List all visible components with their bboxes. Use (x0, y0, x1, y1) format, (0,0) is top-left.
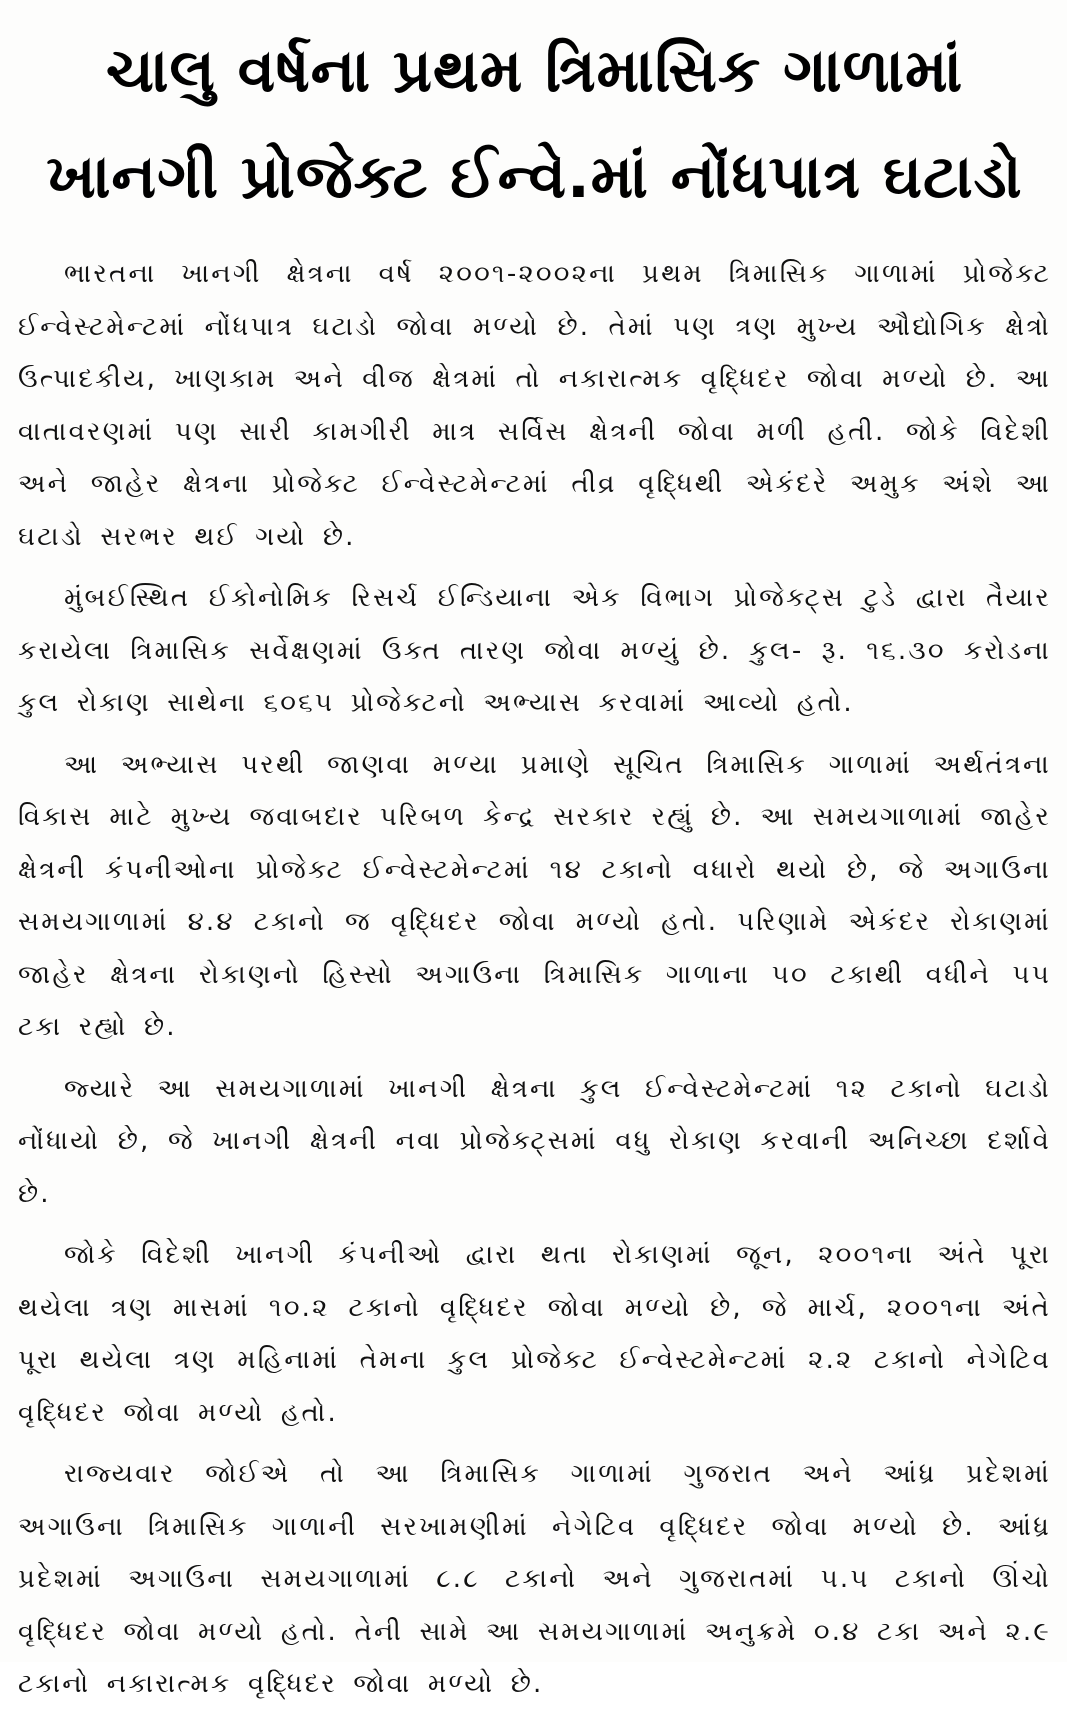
article-paragraph-2: મુંબઈસ્થિત ઈકોનોમિક રિસર્ચ ઈન્ડિયાના એક વિભાગ પ્રોજેક્ટ્સ ટુડે દ્વારા તૈયાર કરાયેલા ત્રિમાસિક સર્વેક્ષણમાં ઉક્ત તારણ જોવા મળ્યું છે. કુલ- રૂ. ૧૬.૩૦ કરોડના કુલ રોકાણ સાથેના ૬૦૬૫ પ્રોજેક્ટનો અભ્યાસ કરવામાં આવ્યો હતો. (18, 583, 1051, 718)
article-body (18, 248, 1051, 1711)
article-paragraph-1: ભારતના ખાનગી ક્ષેત્રના વર્ષ ૨૦૦૧-૨૦૦૨ના પ્રથમ ત્રિમાસિક ગાળામાં પ્રોજેક્ટ ઈન્વેસ્ટમેન્ટમાં નોંધપાત્ર ઘટાડો જોવા મળ્યો છે. તેમાં પણ ત્રણ મુખ્ય ઔદ્યોગિક ક્ષેત્રો ઉત્પાદકીય, ખાણકામ અને વીજ ક્ષેત્રમાં તો નકારાત્મક વૃદ્ધિદર જોવા મળ્યો છે. આ વાતાવરણમાં પણ સારી કામગીરી માત્ર સર્વિસ ક્ષેત્રની જોવા મળી હતી. જોકે વિદેશી અને જાહેર ક્ષેત્રના પ્રોજેક્ટ ઈન્વેસ્ટમેન્ટમાં તીવ્ર વૃદ્ધિથી એકંદરે અમુક અંશે આ ઘટાડો સરભર થઈ ગયો છે. (18, 259, 1051, 552)
headline-line-2: ખાનગી પ્રોજેક્ટ ઈન્વે.માં નોંધપાત્ર ઘટાડો (46, 142, 1023, 212)
article-paragraph-3: આ અભ્યાસ પરથી જાણવા મળ્યા પ્રમાણે સૂચિત ત્રિમાસિક ગાળામાં અર્થતંત્રના વિકાસ માટે મુખ્ય જવાબદાર પરિબળ કેન્દ્ર સરકાર રહ્યું છે. આ સમયગાળામાં જાહેર ક્ષેત્રની કંપનીઓના પ્રોજેક્ટ ઈન્વેસ્ટમેન્ટમાં ૧૪ ટકાનો વધારો થયો છે, જે અગાઉના સમયગાળામાં ૪.૪ ટકાનો જ વૃદ્ધિદર જોવા મળ્યો હતો. પરિણામે એકંદર રોકાણમાં જાહેર ક્ષેત્રના રોકાણનો હિસ્સો અગાઉના ત્રિમાસિક ગાળાના ૫૦ ટકાથી વધીને ૫૫ ટકા રહ્યો છે. (18, 749, 1051, 1042)
article-headline (18, 18, 1051, 230)
headline-line-1: ચાલુ વર્ષના પ્રથમ ત્રિમાસિક ગાળામાં (105, 36, 964, 106)
article-paragraph-4: જ્યારે આ સમયગાળામાં ખાનગી ક્ષેત્રના કુલ ઈન્વેસ્ટમેન્ટમાં ૧૨ ટકાનો ઘટાડો નોંધાયો છે, જે ખાનગી ક્ષેત્રની નવા પ્રોજેક્ટ્સમાં વધુ રોકાણ કરવાની અનિચ્છા દર્શાવે છે. (18, 1073, 1051, 1209)
article-paragraph-5: જોકે વિદેશી ખાનગી કંપનીઓ દ્વારા થતા રોકાણમાં જૂન, ૨૦૦૧ના અંતે પૂરા થયેલા ત્રણ માસમાં ૧૦.૨ ટકાનો વૃદ્ધિદર જોવા મળ્યો છે, જે માર્ચ, ૨૦૦૧ના અંતે પૂરા થયેલા ત્રણ મહિનામાં તેમના કુલ પ્રોજેક્ટ ઈન્વેસ્ટમેન્ટમાં ૨.૨ ટકાનો નેગેટિવ વૃદ્ધિદર જોવા મળ્યો હતો. (18, 1240, 1051, 1428)
article-paragraph-6: રાજ્યવાર જોઈએ તો આ ત્રિમાસિક ગાળામાં ગુજરાત અને આંધ્ર પ્રદેશમાં અગાઉના ત્રિમાસિક ગાળાની સરખામણીમાં નેગેટિવ વૃદ્ધિદર જોવા મળ્યો છે. આંધ્ર પ્રદેશમાં અગાઉના સમયગાળામાં ૮.૮ ટકાનો અને ગુજરાતમાં ૫.૫ ટકાનો ઊંચો વૃદ્ધિદર જોવા મળ્યો હતો. તેની સામે આ સમયગાળામાં અનુક્રમે ૦.૪ ટકા અને ૨.૯ ટકાનો નકારાત્મક વૃદ્ધિદર જોવા મળ્યો છે. (18, 1459, 1051, 1699)
